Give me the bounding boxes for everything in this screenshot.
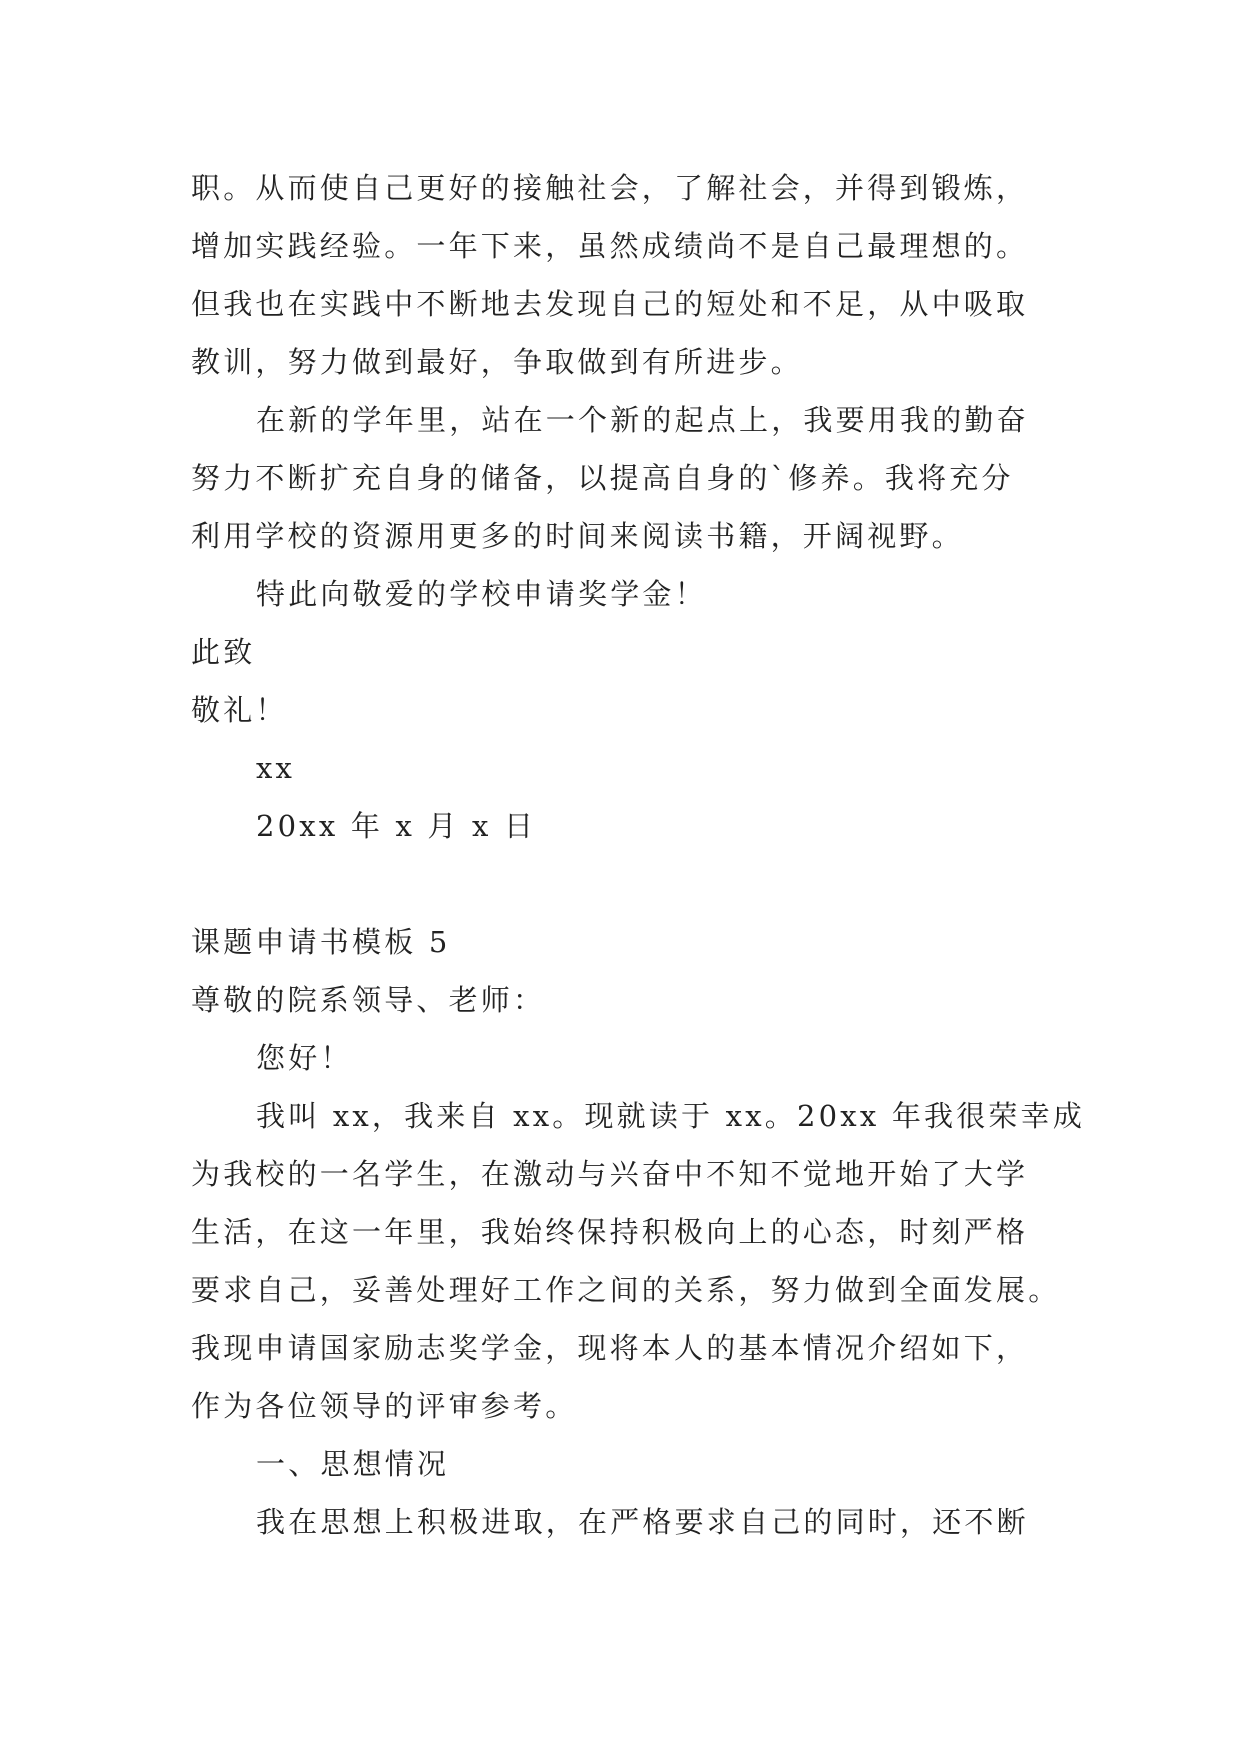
section-heading: 课题申请书模板 5: [191, 925, 451, 959]
text-line: 利用学校的资源用更多的时间来阅读书籍，开阔视野。: [191, 519, 964, 553]
text-line: 要求自己，妥善处理好工作之间的关系，努力做到全面发展。: [191, 1273, 1061, 1307]
text-line: 作为各位领导的评审参考。: [191, 1389, 578, 1423]
text-line: 职。从而使自己更好的接触社会，了解社会，并得到锻炼，: [191, 171, 1029, 205]
text-line: 为我校的一名学生，在激动与兴奋中不知不觉地开始了大学: [191, 1157, 1029, 1191]
text-line: 我现申请国家励志奖学金，现将本人的基本情况介绍如下，: [191, 1331, 1029, 1365]
greeting: 您好！: [256, 1041, 353, 1075]
salutation: 尊敬的院系领导、老师：: [191, 983, 546, 1017]
text-line: 在新的学年里，站在一个新的起点上，我要用我的勤奋: [256, 403, 1029, 437]
text-line: 努力不断扩充自身的储备，以提高自身的`修养。我将充分: [191, 461, 1014, 495]
signature-date: 20xx 年 x 月 x 日: [256, 809, 537, 843]
subsection-heading: 一、思想情况: [256, 1447, 450, 1481]
text-line: 教训，努力做到最好，争取做到有所进步。: [191, 345, 803, 379]
text-line: 我叫 xx，我来自 xx。现就读于 xx。20xx 年我很荣幸成: [256, 1099, 1086, 1133]
closing-line: 此致: [191, 635, 256, 669]
text-line: 特此向敬爱的学校申请奖学金！: [256, 577, 707, 611]
text-line: 增加实践经验。一年下来，虽然成绩尚不是自己最理想的。: [191, 229, 1029, 263]
text-line: 生活，在这一年里，我始终保持积极向上的心态，时刻严格: [191, 1215, 1029, 1249]
text-line: 我在思想上积极进取，在严格要求自己的同时，还不断: [256, 1505, 1029, 1539]
text-line: 但我也在实践中不断地去发现自己的短处和不足，从中吸取: [191, 287, 1029, 321]
signature-name: xx: [256, 751, 296, 785]
closing-line: 敬礼！: [191, 693, 288, 727]
